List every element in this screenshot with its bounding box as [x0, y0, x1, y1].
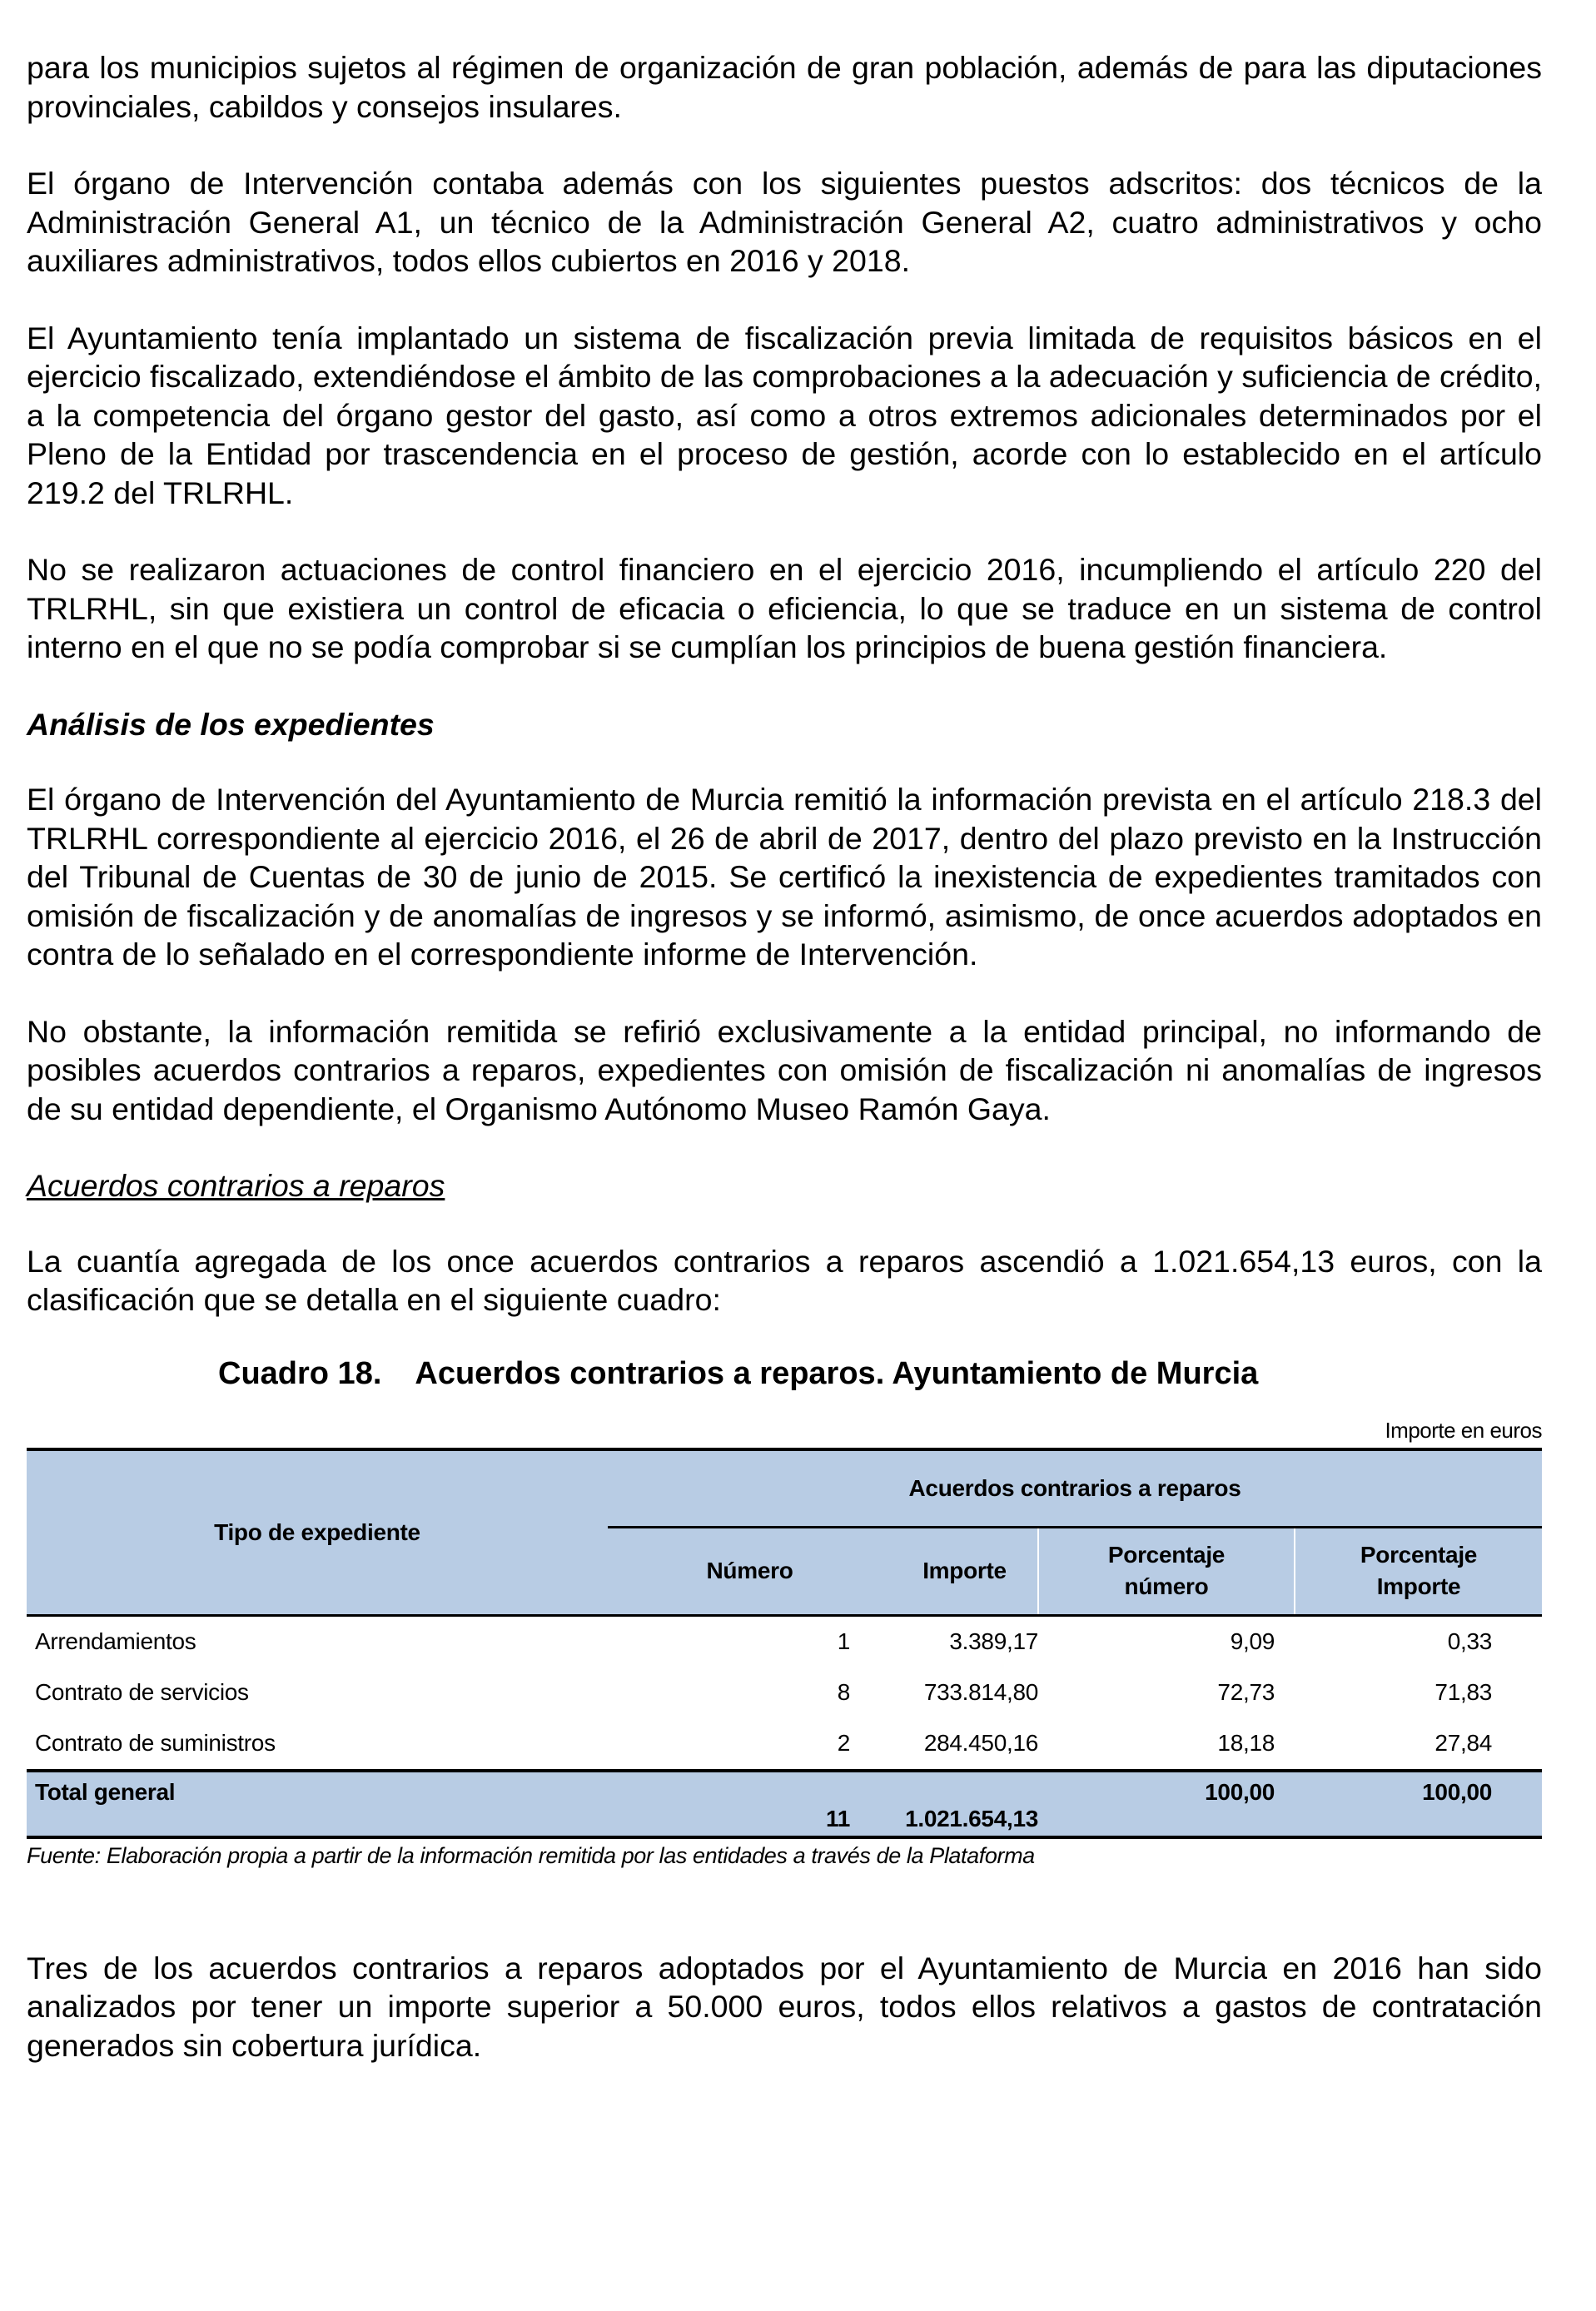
cell-numero: 8: [837, 1679, 850, 1705]
total-pct-numero: 100,00: [1038, 1771, 1295, 1837]
table-container: [27, 1418, 1542, 1869]
table-source-note: Fuente: Elaboración propia a partir de la información remitida por las entidades a través de la Plataforma: [27, 1842, 1035, 1868]
paragraph: La cuantía agregada de los once acuerdos contrarios a reparos ascendió a 1.021.654,13 euros, con la clasificación que se detalla en el siguiente cuadro:: [27, 1243, 1542, 1317]
paragraph: No se realizaron actuaciones de control financiero en el ejercicio 2016, incumpliendo el artículo 220 del TRLRHL, sin que existiera un control de eficacia o eficiencia, lo que se traduce en un sistema de control interno en el que no se podía comprobar si se cumplían los principios de buena gestión financiera.: [27, 552, 1542, 664]
total-numero: 11: [608, 1771, 892, 1837]
total-importe: 1.021.654,13: [892, 1771, 1038, 1837]
header-pct-numero: Porcentaje número: [1038, 1527, 1295, 1615]
header-pct-importe: Porcentaje Importe: [1295, 1527, 1542, 1615]
table-row: [27, 1615, 1542, 1667]
table-caption: [27, 1354, 1542, 1393]
cell-tipo: Contrato de suministros: [35, 1730, 276, 1756]
cell-importe: 3.389,17: [949, 1628, 1038, 1654]
section-heading: Análisis de los expedientes: [27, 706, 435, 742]
header-group: Acuerdos contrarios a reparos: [608, 1449, 1542, 1528]
cell-importe: 733.814,80: [923, 1679, 1038, 1705]
paragraph: para los municipios sujetos al régimen de organización de gran población, además de para las diputaciones provinciales, cabildos y consejos insulares.: [27, 50, 1542, 124]
cell-numero: 1: [837, 1628, 850, 1654]
cell-pct-numero: 72,73: [1217, 1679, 1275, 1705]
cell-importe: 284.450,16: [923, 1730, 1038, 1756]
reparos-table: [27, 1448, 1542, 1839]
paragraph: El órgano de Intervención contaba además con los siguientes puestos adscritos: dos técnicos de la Administración General A1, un técnico de la Administración General A2, cuatro administrativos y ocho auxiliares administrativos, todos ellos cubiertos en 2016 y 2018.: [27, 166, 1542, 278]
total-pct-importe: 100,00: [1295, 1771, 1542, 1837]
total-label: Total general: [27, 1771, 608, 1837]
paragraph: El órgano de Intervención del Ayuntamiento de Murcia remitió la información prevista en el artículo 218.3 del TRLRHL correspondiente al ejercicio 2016, el 26 de abril de 2017, dentro del plazo previsto en la Instrucción del Tribunal de Cuentas de 30 de junio de 2015. Se certificó la inexistencia de expedientes tramitados con omisión de fiscalización y de anomalías de ingresos y se informó, asimismo, de once acuerdos adoptados en contra de lo señalado en el correspondiente informe de Intervención.: [27, 782, 1542, 972]
table-row: [27, 1718, 1542, 1771]
cell-pct-importe: 27,84: [1434, 1730, 1492, 1756]
subsection-heading: Acuerdos contrarios a reparos: [27, 1168, 445, 1203]
paragraph: No obstante, la información remitida se refirió exclusivamente a la entidad principal, no informando de posibles acuerdos contrarios a reparos, expedientes con omisión de fiscalización ni anomalías de ingresos de su entidad dependiente, el Organismo Autónomo Museo Ramón Gaya.: [27, 1013, 1542, 1126]
cell-pct-numero: 18,18: [1217, 1730, 1275, 1756]
table-total-row: [27, 1771, 1542, 1837]
paragraph: Tres de los acuerdos contrarios a reparos adoptados por el Ayuntamiento de Murcia en 2016 han sido analizados por tener un importe superior a 50.000 euros, todos ellos relativos a gastos de contratación generados sin cobertura jurídica.: [27, 1950, 1542, 2063]
table-caption-title: Acuerdos contrarios a reparos. Ayuntamiento de Murcia: [415, 1355, 1259, 1391]
cell-pct-importe: 71,83: [1434, 1679, 1492, 1705]
paragraph: El Ayuntamiento tenía implantado un sistema de fiscalización previa limitada de requisitos básicos en el ejercicio fiscalizado, extendiéndose el ámbito de las comprobaciones a la adecuación y suficiencia de crédito, a la competencia del órgano gestor del gasto, así como a otros extremos adicionales determinados por el Pleno de la Entidad por trascendencia en el proceso de gestión, acorde con lo establecido en el artículo 219.2 del TRLRHL.: [27, 320, 1542, 510]
cell-numero: 2: [837, 1730, 850, 1756]
cell-pct-numero: 9,09: [1230, 1628, 1275, 1654]
document-page: [27, 48, 1542, 2103]
header-importe: Importe: [892, 1527, 1038, 1615]
cell-tipo: Arrendamientos: [35, 1628, 196, 1654]
header-numero: Número: [608, 1527, 892, 1615]
cell-tipo: Contrato de servicios: [35, 1679, 249, 1705]
table-units: Importe en euros: [1385, 1417, 1542, 1443]
table-row: [27, 1667, 1542, 1718]
header-tipo: Tipo de expediente: [27, 1449, 608, 1616]
cell-pct-importe: 0,33: [1447, 1628, 1492, 1654]
table-caption-number: Cuadro 18.: [218, 1355, 382, 1391]
